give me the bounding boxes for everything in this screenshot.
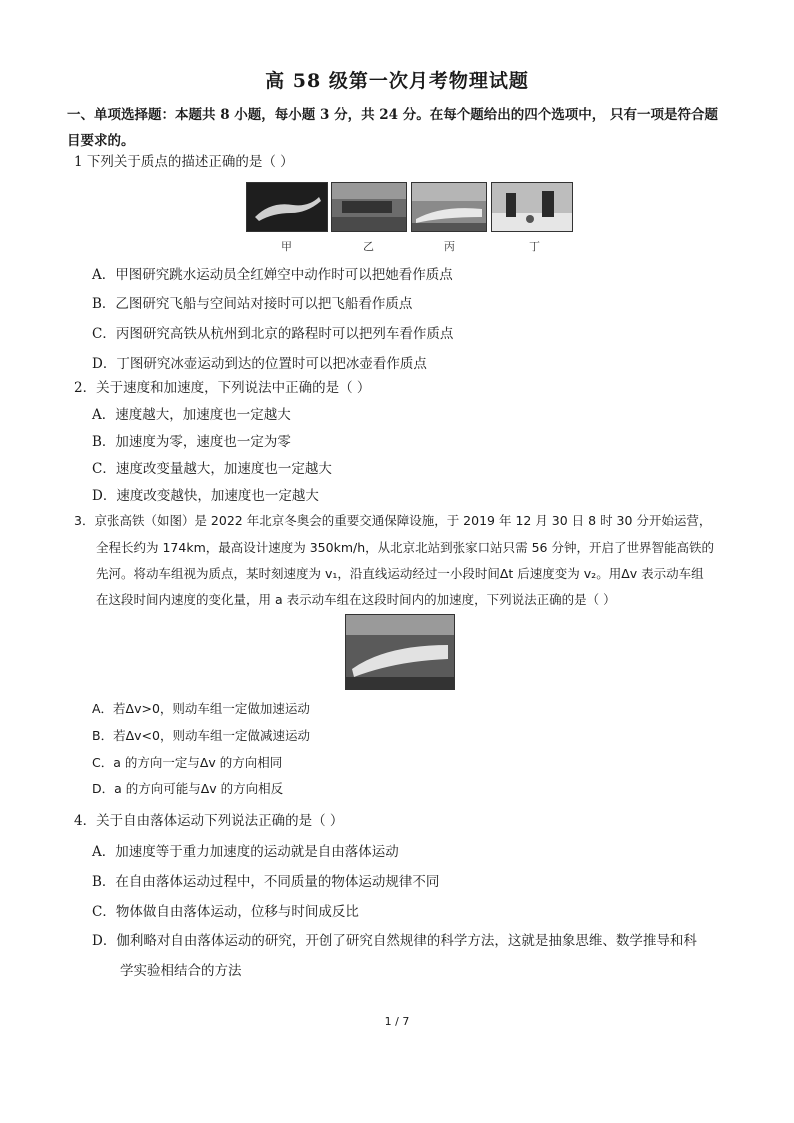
caption-bing: 丙 <box>444 240 455 253</box>
q1-option-d: D．丁图研究冰壶运动到达的位置时可以把冰壶看作质点 <box>92 356 427 372</box>
figure-train-image <box>411 182 487 232</box>
q4-option-c: C．物体做自由落体运动，位移与时间成反比 <box>92 904 359 920</box>
q1-option-a: A．甲图研究跳水运动员全红婵空中动作时可以把她看作质点 <box>92 267 453 283</box>
q4-option-b: B．在自由落体运动过程中，不同质量的物体运动规律不同 <box>92 874 440 890</box>
figure-high-speed-train-image <box>345 614 455 690</box>
q2-option-a: A．速度越大，加速度也一定越大 <box>92 407 291 423</box>
caption-ding: 丁 <box>529 240 540 253</box>
q3-option-c: C．a 的方向一定与Δv 的方向相同 <box>92 755 283 770</box>
figure-diver-image <box>246 182 328 232</box>
q3-option-b: B．若Δv<0，则动车组一定做减速运动 <box>92 728 310 743</box>
figure-curling-image <box>491 182 573 232</box>
q3-option-a: A．若Δv>0，则动车组一定做加速运动 <box>92 701 310 716</box>
question-2-stem: 2．关于速度和加速度，下列说法中正确的是（ ） <box>74 380 371 396</box>
caption-jia: 甲 <box>281 240 292 253</box>
q1-option-c: C．丙图研究高铁从杭州到北京的路程时可以把列车看作质点 <box>92 326 454 342</box>
q2-option-c: C．速度改变量越大，加速度也一定越大 <box>92 461 332 477</box>
question-1-stem: 1 下列关于质点的描述正确的是（ ） <box>74 154 294 170</box>
q3-line-3: 先河。将动车组视为质点，某时刻速度为 v₁，沿直线运动经过一小段时间Δt 后速度变为 v₂。用Δv 表示动车组 <box>96 566 704 581</box>
page-number: 1 / 7 <box>384 1015 410 1028</box>
question-4-stem: 4．关于自由落体运动下列说法正确的是（ ） <box>74 813 344 829</box>
q4-option-a: A．加速度等于重力加速度的运动就是自由落体运动 <box>92 844 399 860</box>
page-title: 高 58 级第一次月考物理试题 <box>265 70 529 92</box>
q2-option-b: B．加速度为零，速度也一定为零 <box>92 434 291 450</box>
q4-option-d-continuation: 学实验相结合的方法 <box>120 963 242 979</box>
section-heading: 一、单项选择题：本题共 8 小题，每小题 3 分，共 24 分。在每个题给出的四个选项中， 只有一项是符合题目要求的。 <box>67 107 718 149</box>
q3-line-2: 全程长约为 174km，最高设计速度为 350km/h，从北京北站到张家口站只需 56 分钟，开启了世界智能高铁的 <box>96 540 714 555</box>
caption-yi: 乙 <box>363 240 374 253</box>
q2-option-d: D．速度改变越快，加速度也一定越大 <box>92 488 319 504</box>
figure-spacecraft-image <box>331 182 407 232</box>
q3-option-d: D．a 的方向可能与Δv 的方向相反 <box>92 781 284 796</box>
q1-option-b: B．乙图研究飞船与空间站对接时可以把飞船看作质点 <box>92 296 413 312</box>
q3-line-1: 3．京张高铁（如图）是 2022 年北京冬奥会的重要交通保障设施，于 2019 年 12 月 30 日 8 时 30 分开始运营， <box>74 513 712 528</box>
q4-option-d: D．伽利略对自由落体运动的研究，开创了研究自然规律的科学方法，这就是抽象思维、数学推导和科 <box>92 933 697 949</box>
q3-line-4: 在这段时间内速度的变化量，用 a 表示动车组在这段时间内的加速度，下列说法正确的是（ ） <box>96 592 616 607</box>
